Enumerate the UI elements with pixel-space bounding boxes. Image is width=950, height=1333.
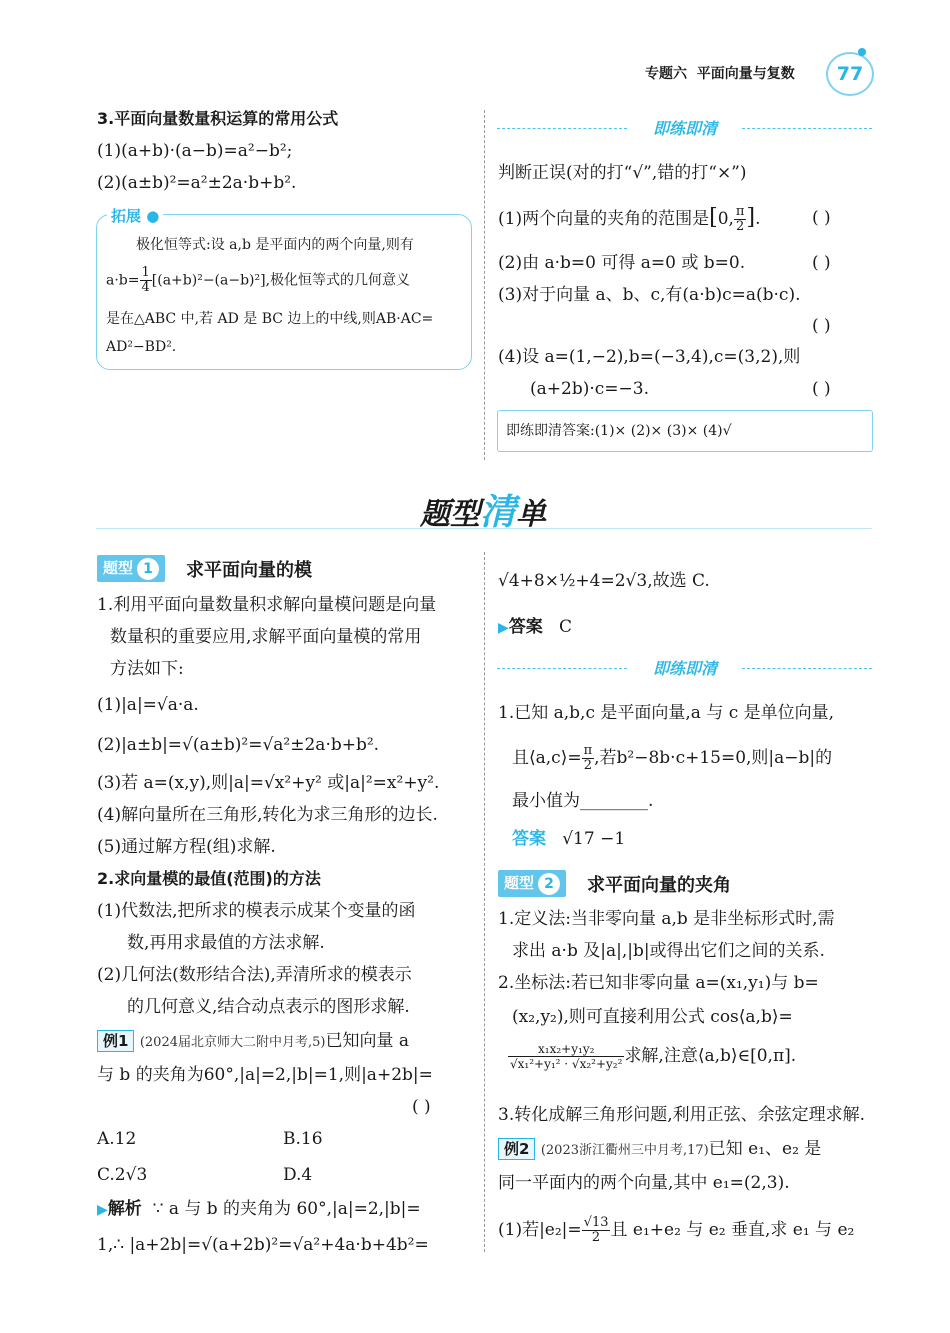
method-3: (3)若 a=(x,y),则|a|=√x²+y² 或|a|²=x²+y².: [97, 773, 440, 793]
practice-q3-answer-slot[interactable]: ( ): [812, 316, 831, 336]
section-line-left: [497, 128, 627, 129]
section-line-left-2: [497, 668, 627, 669]
solution-continued: √4+8×½+4=2√3,故选 C.: [498, 571, 710, 591]
practice-intro: 判断正误(对的打“√”,错的打“×”): [498, 163, 747, 183]
extension-label: 拓展 ●: [107, 205, 163, 226]
example-2-line-c: (1)若|e₂|= $\frac{√13}{2}$ 且 e₁+e₂ 与 e₂ 垂直,求 e₁ 与 e₂: [498, 1215, 855, 1245]
practice2-answer: 答案 √17 −1: [512, 829, 626, 849]
topic-tag-2: 题型 2: [498, 870, 566, 897]
topic-1-title: 求平面向量的模: [186, 560, 312, 581]
angle-method-2b: (x₂,y₂),则可直接利用公式 cos⟨a,b⟩=: [512, 1007, 793, 1027]
example-1-line-a: 例1 (2024届北京师大二附中月考,5)已知向量 a: [97, 1028, 409, 1056]
angle-method-1a: 1.定义法:当非零向量 a,b 是非坐标形式时,需: [498, 909, 835, 929]
practice-q3: (3)对于向量 a、b、c,有(a·b)c=a(b·c).: [498, 285, 801, 305]
formula-1: (1)(a+b)·(a−b)=a²−b²;: [97, 141, 293, 161]
formula-heading: 3.平面向量数量积运算的常用公式: [97, 109, 339, 128]
option-b: B.16: [283, 1129, 323, 1149]
example-1-tag: 例1: [97, 1030, 134, 1052]
page-number: 77: [826, 52, 874, 96]
example-1-line-b: 与 b 的夹角为60°,|a|=2,|b|=1,则|a+2b|=: [97, 1065, 433, 1085]
section-line-right: [742, 128, 872, 129]
extremum-2b: 的几何意义,结合动点表示的图形求解.: [127, 997, 410, 1017]
method-1: (1)|a|=√a·a.: [97, 695, 199, 715]
topic1-p1c: 方法如下:: [110, 659, 184, 679]
extremum-1a: (1)代数法,把所求的模表示成某个变量的函: [97, 901, 416, 921]
angle-method-3: 3.转化成解三角形问题,利用正弦、余弦定理求解.: [498, 1105, 866, 1125]
angle-method-2c: $\frac{\text{x₁x₂+y₁y₂}}{\text{√x₁²+y₁² · √x₂²+y₂²}}$ 求解,注意⟨a,b⟩∈[0,π].: [510, 1042, 797, 1071]
extension-line-4: AD²−BD².: [106, 339, 177, 355]
practice-q2-answer-slot[interactable]: ( ): [812, 253, 831, 273]
practice-q2: (2)由 a·b=0 可得 a=0 或 b=0.: [498, 253, 746, 273]
solution-line-a: ▶解析 ∵ a 与 b 的夹角为 60°,|a|=2,|b|=: [97, 1199, 421, 1219]
extremum-2a: (2)几何法(数形结合法),弄清所求的模表示: [97, 965, 412, 985]
main-title: 题型清单: [420, 492, 547, 533]
page-dot-icon: [858, 48, 866, 56]
extremum-1b: 数,再用求最值的方法求解.: [127, 933, 325, 953]
practice-q4-answer-slot[interactable]: ( ): [812, 379, 831, 399]
arrow-icon: ▶: [97, 1202, 108, 1218]
method-2: (2)|a±b|=√(a±b)²=√a²±2a·b+b².: [97, 735, 380, 755]
formula-2: (2)(a±b)²=a²±2a·b+b².: [97, 173, 297, 193]
practice-title-2: 即练即清: [652, 659, 717, 678]
practice-answers: 即练即清答案:(1)× (2)× (3)× (4)√: [506, 423, 732, 439]
practice2-q1b: 且⟨a,c⟩= $\frac{\pi}{2}$ ,若b²−8b·c+15=0,则|a−b|的: [512, 743, 833, 773]
practice-title: 即练即清: [652, 119, 717, 138]
angle-method-1b: 求出 a·b 及|a|,|b|或得出它们之间的关系.: [512, 941, 825, 961]
practice-q1-answer-slot[interactable]: ( ): [812, 208, 831, 228]
topic1-p1b: 数量积的重要应用,求解平面向量模的常用: [110, 627, 422, 647]
practice-q4a: (4)设 a=(1,−2),b=(−3,4),c=(3,2),则: [498, 347, 801, 367]
example-2-line-a: 例2 (2023浙江衢州三中月考,17)已知 e₁、e₂ 是: [498, 1136, 821, 1164]
practice2-q1c: 最小值为________.: [512, 791, 654, 811]
practice2-q1a: 1.已知 a,b,c 是平面向量,a 与 c 是单位向量,: [498, 703, 835, 723]
extension-line-2: a·b= $\frac{1}{4}$ [(a+b)²−(a−b)²],极化恒等式的几何意义: [106, 265, 411, 295]
example-2-tag: 例2: [498, 1138, 535, 1160]
example-2-line-b: 同一平面内的两个向量,其中 e₁=(2,3).: [498, 1173, 790, 1193]
option-a: A.12: [97, 1129, 137, 1149]
angle-method-2a: 2.坐标法:若已知非零向量 a=(x₁,y₁)与 b=: [498, 973, 819, 993]
extremum-heading: 2.求向量模的最值(范围)的方法: [97, 869, 321, 888]
option-c: C.2√3: [97, 1165, 148, 1185]
arrow-icon: ▶: [498, 620, 509, 636]
answer-line: ▶答案 C: [498, 617, 573, 637]
solution-line-b: 1,∴ |a+2b|=√(a+2b)²=√a²+4a·b+4b²=: [97, 1235, 429, 1255]
topic1-p1a: 1.利用平面向量数量积求解向量模问题是向量: [97, 595, 437, 615]
method-4: (4)解向量所在三角形,转化为求三角形的边长.: [97, 805, 438, 825]
column-divider-main: [484, 552, 485, 1252]
column-divider-top: [484, 110, 485, 460]
practice-q4b: (a+2b)·c=−3.: [530, 379, 649, 399]
topic-2-title: 求平面向量的夹角: [587, 875, 731, 896]
option-d: D.4: [283, 1165, 313, 1185]
example-1-answer-slot[interactable]: ( ): [412, 1097, 431, 1117]
method-5: (5)通过解方程(组)求解.: [97, 837, 276, 857]
extension-line-3: 是在△ABC 中,若 AD 是 BC 边上的中线,则AB·AC=: [106, 311, 434, 327]
section-line-right-2: [742, 668, 872, 669]
extension-line-1: 极化恒等式:设 a,b 是平面内的两个向量,则有: [136, 237, 414, 253]
topic-tag-1: 题型 1: [97, 555, 165, 582]
practice-q1: (1)两个向量的夹角的范围是[0, $\frac{\pi}{2}$ ].: [498, 204, 761, 234]
chapter-label: 专题六 平面向量与复数: [645, 66, 795, 82]
